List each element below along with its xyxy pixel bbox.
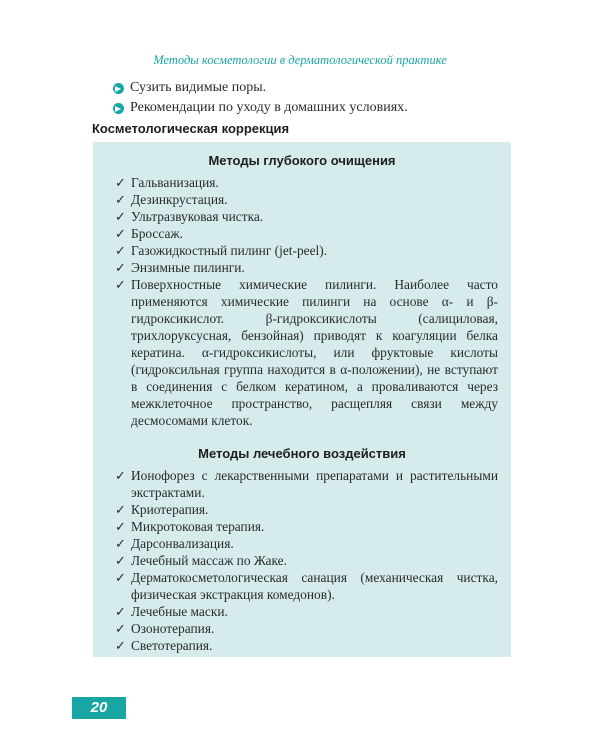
check-icon: ✓	[115, 192, 126, 207]
list-item-text: Криотерапия.	[131, 502, 209, 517]
check-icon: ✓	[115, 621, 126, 636]
list-item	[113, 569, 498, 603]
therapeutic-list	[113, 467, 498, 654]
list-item-text: Дерматокосметологическая санация (механическая чистка, физическая экстракция комедонов).	[131, 570, 498, 602]
deep-cleansing-heading: Методы глубокого очищения	[208, 153, 396, 168]
list-item-text: Поверхностные химические пилинги. Наиболее часто применяются химические пилинги на основе α- и β-гидроксикислот. β-гидроксикислоты (салициловая, трихлоруксусная, бензойная) приводят к коагуляции белка кератина. α-гидроксикислоты, или фруктовые кислоты (гидроксильная группа находится в α-положении), не вступают в соединения с белком кератином, а проваливаются через межклеточное пространство, расщепляя связи между десмосомами клеток.	[131, 277, 498, 428]
arrow-bullet-icon	[113, 103, 124, 114]
list-item	[113, 518, 498, 535]
therapeutic-heading: Методы лечебного воздействия	[198, 446, 406, 461]
check-icon: ✓	[115, 277, 126, 292]
list-item-text: Гальванизация.	[131, 175, 219, 190]
check-icon: ✓	[115, 175, 126, 190]
list-item-text: Микротоковая терапия.	[131, 519, 265, 534]
check-icon: ✓	[115, 260, 126, 275]
running-header: Методы косметологии в дерматологической практике	[153, 53, 447, 67]
list-item-text: Энзимные пилинги.	[131, 260, 245, 275]
intro-item-text: Рекомендации по уходу в домашних условиях.	[130, 100, 408, 115]
list-item-text: Газожидкостный пилинг (jet-peel).	[131, 243, 328, 258]
list-item	[113, 620, 498, 637]
check-icon: ✓	[115, 243, 126, 258]
list-item-text: Светотерапия.	[131, 638, 213, 653]
list-item-text: Дезинкрустация.	[131, 192, 228, 207]
list-item	[113, 552, 498, 569]
list-item	[113, 467, 498, 501]
check-icon: ✓	[115, 553, 126, 568]
check-icon: ✓	[115, 604, 126, 619]
check-icon: ✓	[115, 226, 126, 241]
list-item-text: Дарсонвализация.	[131, 536, 234, 551]
check-icon: ✓	[115, 468, 126, 483]
list-item-text: Ультразвуковая чистка.	[131, 209, 264, 224]
section-title: Косметологическая коррекция	[92, 121, 290, 136]
intro-list	[113, 78, 533, 118]
list-item	[113, 637, 498, 654]
list-item	[113, 259, 498, 276]
intro-item-text: Сузить видимые поры.	[130, 80, 267, 95]
check-icon: ✓	[115, 638, 126, 653]
list-item-text: Броссаж.	[131, 226, 184, 241]
list-item-text: Ионофорез с лекарственными препаратами и растительными экстрактами.	[131, 468, 498, 500]
arrow-bullet-icon	[113, 83, 124, 94]
list-item	[113, 276, 498, 429]
deep-cleansing-list	[113, 174, 498, 429]
check-icon: ✓	[115, 502, 126, 517]
list-item	[113, 174, 498, 191]
list-item	[113, 225, 498, 242]
methods-box	[93, 142, 511, 657]
intro-item	[113, 98, 533, 118]
list-item	[113, 501, 498, 518]
check-icon: ✓	[115, 209, 126, 224]
check-icon: ✓	[115, 570, 126, 585]
check-icon: ✓	[115, 519, 126, 534]
list-item	[113, 603, 498, 620]
list-item-text: Озонотерапия.	[131, 621, 215, 636]
check-icon: ✓	[115, 536, 126, 551]
list-item	[113, 208, 498, 225]
intro-item	[113, 78, 533, 98]
list-item-text: Лечебные маски.	[131, 604, 228, 619]
list-item-text: Лечебный массаж по Жаке.	[131, 553, 287, 568]
page-number: 20	[72, 697, 126, 719]
list-item	[113, 535, 498, 552]
list-item	[113, 242, 498, 259]
list-item	[113, 191, 498, 208]
